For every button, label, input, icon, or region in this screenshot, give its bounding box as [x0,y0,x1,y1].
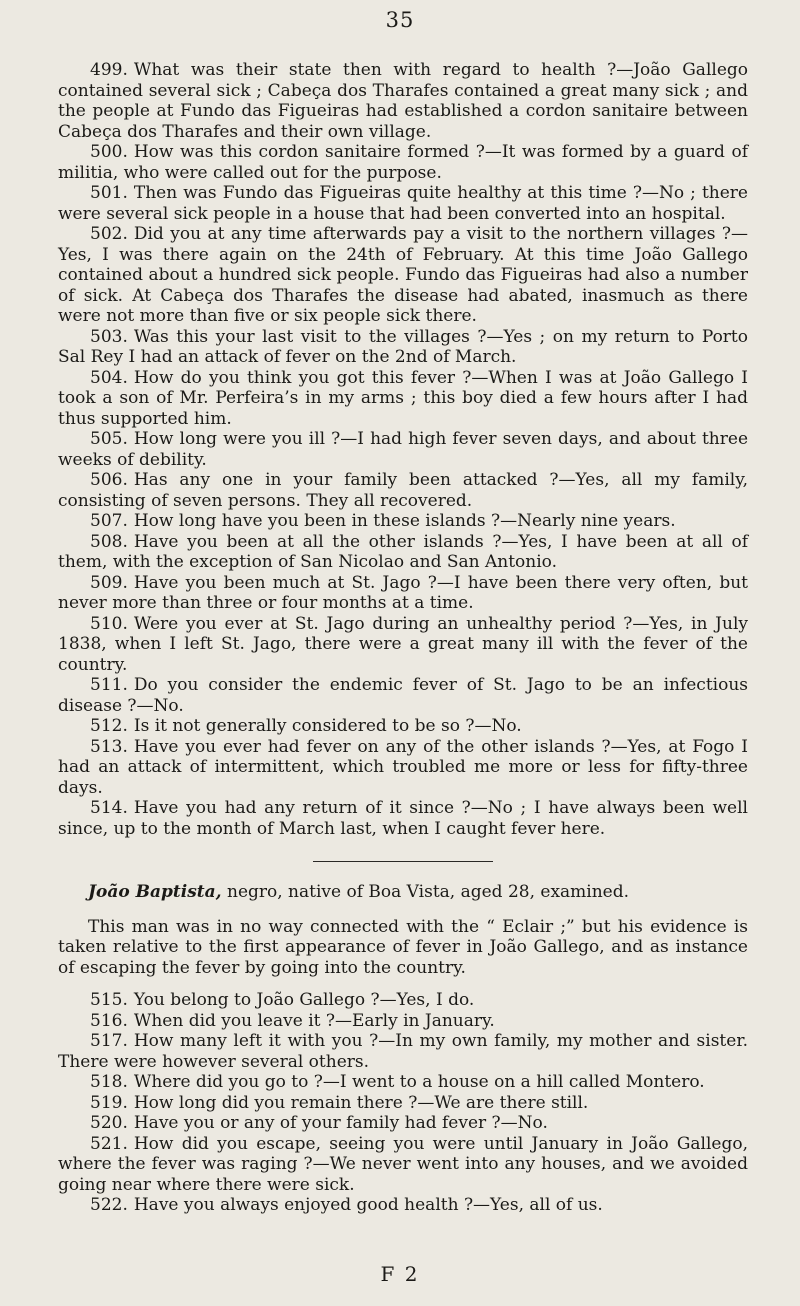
question-text: Was this your last visit to the villages ?—Yes ; on my return to Porto Sal Rey I had an attack of fever on the 2nd of March. [58,326,748,367]
question-number: 499. [90,60,128,80]
question-text: Did you at any time afterwards pay a visit to the northern villages ?—Yes, I was there again on the 24th of February. At this time João Gallego contained about a hundred sick people. Fundo das Figueiras had also a number of sick. At Cabeça dos Tharafes the disease had abated, inasmuch as there were not more than five or six people sick there. [58,224,748,326]
question-number: 503. [90,326,128,347]
question-text: Is it not generally considered to be so ?—No. [133,716,522,736]
qa-paragraph [58,142,748,183]
question-number: 515. [90,990,128,1010]
question-text: How was this cordon sanitaire formed ?—It was formed by a guard of militia, who were called out for the purpose. [58,142,748,183]
question-number: 506. [90,470,128,490]
question-number: 520. [90,1113,128,1133]
question-number: 518. [90,1072,128,1092]
question-number: 514. [90,798,128,818]
question-text: Where did you go to ?—I went to a house on a hill called Montero. [133,1072,705,1092]
qa-paragraph [58,675,748,716]
qa-paragraph [58,716,748,737]
question-number: 504. [90,367,128,388]
qa-paragraph [58,183,748,224]
signature-mark: F 2 [380,1262,420,1286]
question-text: How long have you been in these islands ?—Nearly nine years. [133,511,676,531]
question-number: 502. [90,224,128,244]
text-block [58,60,748,1216]
qa-paragraph [58,737,748,799]
qa-paragraph [58,1113,748,1134]
qa-paragraph [58,1195,748,1216]
question-text: Have you or any of your family had fever ?—No. [133,1113,548,1133]
qa-paragraph [58,532,748,573]
witness-name: João Baptista, [88,882,222,902]
qa-paragraph [58,1031,748,1072]
question-text: You belong to João Gallego ?—Yes, I do. [133,990,475,1010]
qa-paragraph [58,1011,748,1032]
question-text: How long were you ill ?—I had high fever seven days, and about three weeks of debility. [58,429,748,470]
question-number: 522. [90,1195,128,1215]
qa-paragraph [58,798,748,839]
question-number: 512. [90,716,128,736]
qa-paragraph [58,1072,748,1093]
question-text: How many left it with you ?—In my own family, my mother and sister. There were however several others. [58,1031,748,1072]
question-number: 510. [90,613,128,634]
question-number: 500. [90,142,128,162]
question-text: Have you had any return of it since ?—No ; I have always been well since, up to the month of March last, when I caught fever here. [58,798,748,839]
question-text: Have you always enjoyed good health ?—Yes, all of us. [133,1195,603,1215]
question-number: 508. [90,531,128,552]
qa-paragraph [58,327,748,368]
qa-section-1 [58,60,748,839]
question-number: 509. [90,572,128,593]
question-number: 511. [90,675,128,695]
question-text: Has any one in your family been attacked ?—Yes, all my family, consisting of seven persons. They all recovered. [58,470,748,511]
question-number: 521. [90,1133,128,1154]
question-number: 519. [90,1092,128,1113]
qa-section-2 [58,990,748,1216]
witness-heading [58,882,748,903]
qa-paragraph [58,990,748,1011]
question-text: How long did you remain there ?—We are there still. [133,1092,589,1113]
qa-paragraph [58,614,748,676]
question-text: When did you leave it ?—Early in January. [133,1010,495,1031]
qa-paragraph [58,1093,748,1114]
question-text: How do you think you got this fever ?—When I was at João Gallego I took a son of Mr. Perfeira’s in my arms ; this boy died a few hours after I had thus supported him. [58,367,748,429]
question-number: 513. [90,736,128,757]
question-text: Do you consider the endemic fever of St. Jago to be an infectious disease ?—No. [58,675,748,716]
question-number: 517. [90,1031,128,1051]
question-text: How did you escape, seeing you were until January in João Gallego, where the fever was raging ?—We never went into any houses, and we avoided going near where there were sick. [58,1133,748,1195]
question-text: Were you ever at St. Jago during an unhealthy period ?—Yes, in July 1838, when I left St. Jago, there were a great many ill with the fever of the country. [58,613,748,675]
qa-paragraph [58,368,748,430]
qa-paragraph [58,573,748,614]
qa-paragraph [58,470,748,511]
qa-paragraph [58,224,748,327]
question-text: What was their state then with regard to health ?—João Gallego contained several sick ; Cabeça dos Tharafes contained a great many sick ; and the people at Fundo das Figueiras had established a cordon sanitaire between Cabeça dos Tharafes and their own village. [58,60,748,142]
question-number: 501. [90,183,128,203]
section-divider [313,861,493,862]
question-number: 507. [90,511,128,531]
page-number: 35 [385,8,415,32]
witness-intro: This man was in no way connected with the “ Eclair ;” but his evidence is taken relative to the first appearance of fever in João Gallego, and as instance of escaping the fever by going into the country. [58,916,748,978]
qa-paragraph [58,60,748,142]
witness-description: negro, native of Boa Vista, aged 28, examined. [227,882,630,902]
question-text: Have you ever had fever on any of the other islands ?—Yes, at Fogo I had an attack of intermittent, which troubled me more or less for fifty-three days. [58,736,748,798]
question-text: Have you been at all the other islands ?—Yes, I have been at all of them, with the exception of San Nicolao and San Antonio. [58,531,748,572]
qa-paragraph [58,1134,748,1196]
qa-paragraph [58,429,748,470]
question-text: Have you been much at St. Jago ?—I have been there very often, but never more than three or four months at a time. [58,572,748,613]
question-number: 505. [90,429,128,449]
question-number: 516. [90,1010,128,1031]
qa-paragraph [58,511,748,532]
question-text: Then was Fundo das Figueiras quite healthy at this time ?—No ; there were several sick people in a house that had been converted into an hospital. [58,183,748,224]
